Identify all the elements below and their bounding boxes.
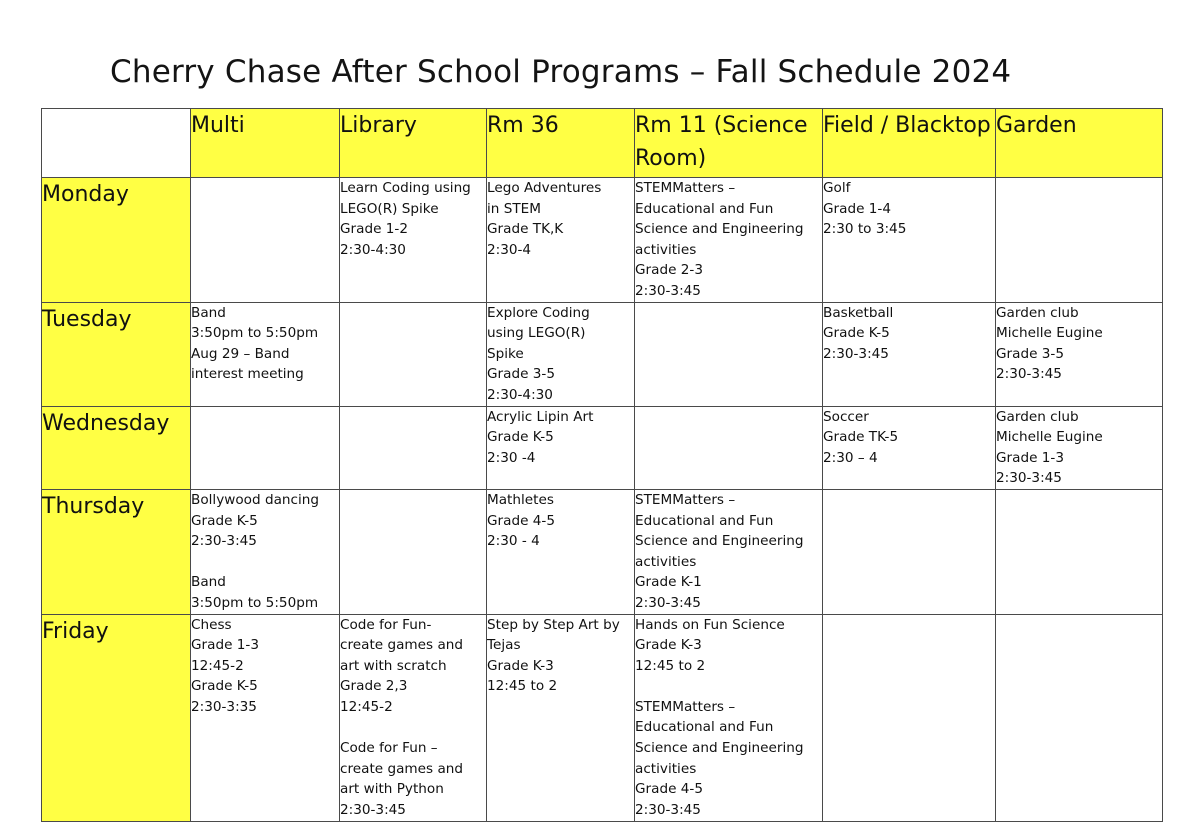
cell-tuesday-multi (191, 302, 340, 406)
program-entry: Bollywood dancing Grade K-5 2:30-3:45 (191, 491, 320, 550)
cell-friday-multi (191, 614, 340, 821)
cell-monday-library (340, 178, 487, 303)
program-entry: Step by Step Art by Tejas Grade K-3 12:45 to 2 (487, 616, 620, 695)
column-header-multi: Multi (191, 109, 340, 178)
program-entry: Soccer Grade TK-5 2:30 – 4 (823, 408, 899, 466)
program-entry: Band 3:50pm to 5:50pm Aug 29 – Band interest meeting (191, 304, 319, 383)
program-entry: Golf Grade 1-4 2:30 to 3:45 (823, 180, 907, 238)
program-entry: Band 3:50pm to 5:50pm (191, 574, 319, 611)
program-entry: Lego Adventures in STEM Grade TK,K 2:30-4 (487, 180, 602, 258)
row-header-monday: Monday (42, 178, 191, 303)
program-entry: Basketball Grade K-5 2:30-3:45 (823, 304, 894, 362)
header-row (42, 109, 1163, 178)
program-entry: Garden club Michelle Eugine Grade 3-5 2:30-3:45 (996, 304, 1103, 383)
cell-wednesday-rm-11 (635, 406, 823, 489)
day-row-wednesday (42, 406, 1163, 489)
cell-thursday-multi (191, 489, 340, 614)
cell-monday-multi (191, 178, 340, 303)
cell-tuesday-rm-36 (487, 302, 635, 406)
cell-thursday-rm-11 (635, 489, 823, 614)
program-entry: Code for Fun – create games and art with Python 2:30-3:45 (340, 740, 464, 818)
program-entry: Hands on Fun Science Grade K-3 12:45 to 2 (635, 616, 785, 674)
column-header-library: Library (340, 109, 487, 178)
cell-friday-rm-36 (487, 614, 635, 821)
schedule-table (41, 108, 1163, 822)
column-header-rm-36: Rm 36 (487, 109, 635, 178)
cell-tuesday-rm-11 (635, 302, 823, 406)
cell-friday-rm-11 (635, 614, 823, 821)
program-entry: Acrylic Lipin Art Grade K-5 2:30 -4 (487, 408, 594, 466)
column-header-garden: Garden (996, 109, 1163, 178)
cell-friday-library (340, 614, 487, 821)
cell-monday-field-blacktop (823, 178, 996, 303)
cell-tuesday-field-blacktop (823, 302, 996, 406)
cell-monday-rm-11 (635, 178, 823, 303)
program-entry: Explore Coding using LEGO(R) Spike Grade 3-5 2:30-4:30 (487, 304, 590, 403)
column-header-rm-11: Rm 11 (Science Room) (635, 109, 823, 178)
program-entry: Chess Grade 1-3 12:45-2 Grade K-5 2:30-3:35 (191, 616, 259, 715)
cell-thursday-garden (996, 489, 1163, 614)
cell-thursday-field-blacktop (823, 489, 996, 614)
program-entry: Garden club Michelle Eugine Grade 1-3 2:30-3:45 (996, 408, 1103, 487)
day-row-monday (42, 178, 1163, 303)
cell-wednesday-rm-36 (487, 406, 635, 489)
cell-wednesday-multi (191, 406, 340, 489)
cell-thursday-library (340, 489, 487, 614)
day-row-friday (42, 614, 1163, 821)
program-entry: Code for Fun- create games and art with scratch Grade 2,3 12:45-2 (340, 616, 464, 715)
cell-thursday-rm-36 (487, 489, 635, 614)
column-header-field-blacktop: Field / Blacktop (823, 109, 996, 178)
row-header-tuesday: Tuesday (42, 302, 191, 406)
program-entry: Mathletes Grade 4-5 2:30 - 4 (487, 491, 555, 550)
row-header-thursday: Thursday (42, 489, 191, 614)
program-entry: Learn Coding using LEGO(R) Spike Grade 1-2 2:30-4:30 (340, 180, 471, 258)
cell-friday-garden (996, 614, 1163, 821)
day-row-thursday (42, 489, 1163, 614)
page-title: Cherry Chase After School Programs – Fall Schedule 2024 (110, 54, 1012, 90)
cell-monday-garden (996, 178, 1163, 303)
cell-friday-field-blacktop (823, 614, 996, 821)
corner-cell (42, 109, 191, 178)
row-header-wednesday: Wednesday (42, 406, 191, 489)
cell-wednesday-field-blacktop (823, 406, 996, 489)
program-entry: STEMMatters – Educational and Fun Science and Engineering activities Grade 4-5 2:30-3:45 (635, 698, 804, 818)
cell-tuesday-garden (996, 302, 1163, 406)
program-entry: STEMMatters – Educational and Fun Science and Engineering activities Grade K-1 2:30-3:45 (635, 491, 804, 611)
program-entry: STEMMatters – Educational and Fun Science and Engineering activities Grade 2-3 2:30-3:45 (635, 180, 804, 299)
cell-wednesday-library (340, 406, 487, 489)
cell-monday-rm-36 (487, 178, 635, 303)
cell-wednesday-garden (996, 406, 1163, 489)
day-row-tuesday (42, 302, 1163, 406)
cell-tuesday-library (340, 302, 487, 406)
row-header-friday: Friday (42, 614, 191, 821)
